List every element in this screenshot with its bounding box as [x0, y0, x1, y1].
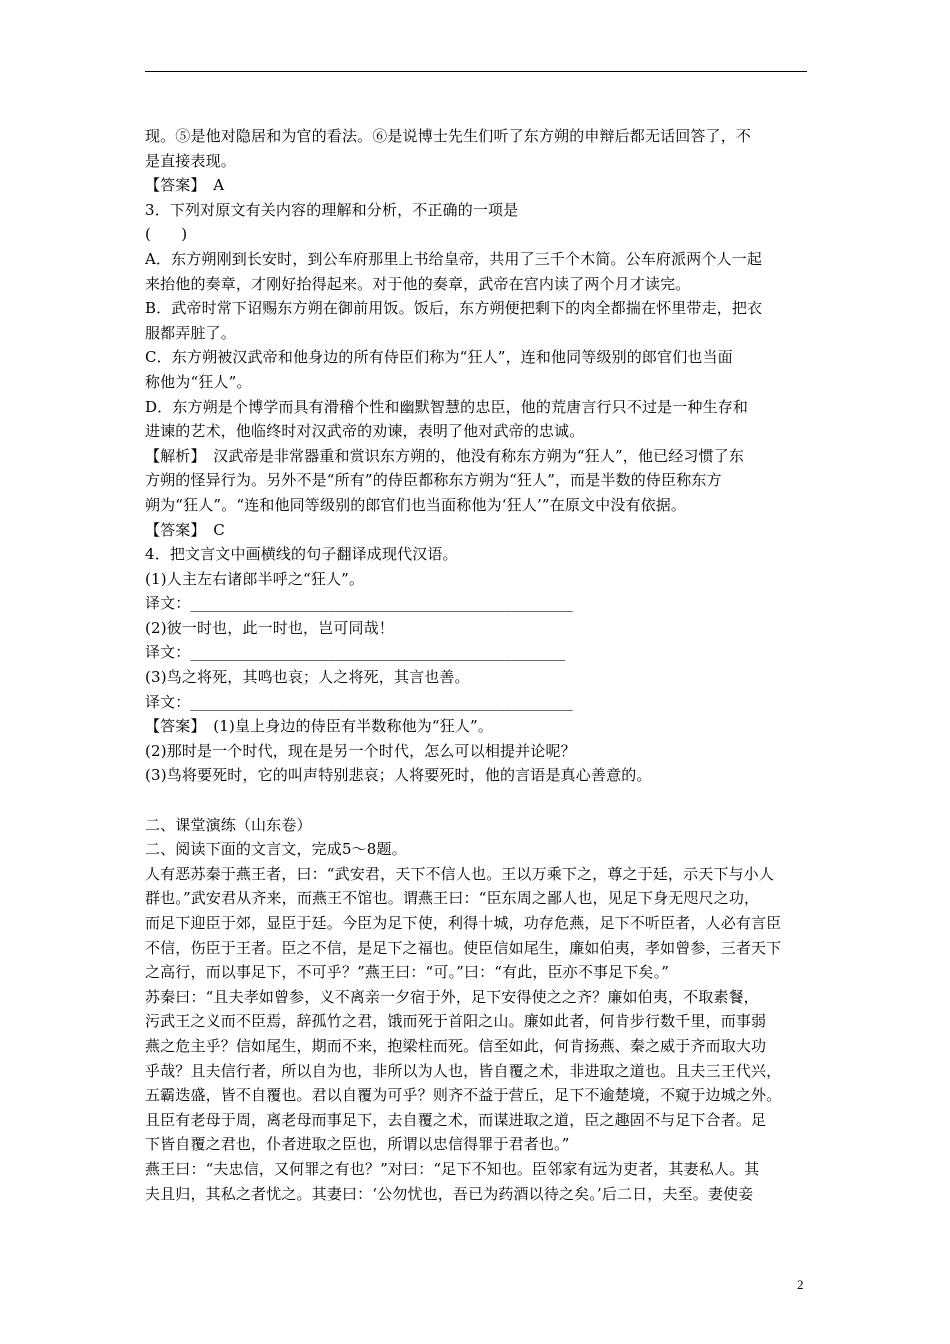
answer-line: (3)鸟将要死时，它的叫声特别悲哀；人将要死时，他的言语是真心善意的。: [145, 766, 652, 785]
passage-line: 苏秦曰：“且夫孝如曾参，义不离亲一夕宿于外，足下安得使之之齐？廉如伯夷，不取素餐，: [145, 987, 759, 1006]
option-line: 服都弄脏了。: [145, 323, 236, 342]
translation-blank: 译文：__________________________________________________: [145, 594, 573, 613]
question-line: 4．把文言文中画横线的句子翻译成现代汉语。: [145, 545, 458, 564]
passage-line: 群也。”武安君从齐来，而燕王不馆也。谓燕王曰：“臣东周之鄙人也，见足下身无咫尺之功，: [145, 889, 760, 908]
translation-blank: 译文：_________________________________________________: [145, 643, 566, 662]
passage-line: 不信，伤臣于王者。臣之不信，是足下之福也。使臣信如尾生，廉如伯夷，孝如曾参，三者天下: [145, 938, 782, 957]
header-rule: [145, 71, 807, 72]
passage-line: 五霸迭盛，皆不自覆也。君以自覆为可乎？则齐不益于营丘，足下不逾楚境，不窥于边城之外。: [145, 1086, 782, 1105]
option-line: A．东方朔刚到长安时，到公车府那里上书给皇帝，共用了三千个木简。公车府派两个人一起: [145, 249, 762, 268]
text-line: 现。⑤是他对隐居和为官的看法。⑥是说博士先生们听了东方朔的申辩后都无话回答了，不: [145, 127, 752, 145]
page-number: 2: [797, 1277, 804, 1292]
answer-line: 【答案】 C: [145, 520, 225, 539]
analysis-line: 方朔的怪异行为。另外不是“所有”的侍臣都称东方朔为“狂人”，而是半数的侍臣称东方: [145, 471, 722, 490]
passage-line: 下皆自覆之君也，仆者进取之臣也，所谓以忠信得罪于君者也。”: [145, 1135, 570, 1154]
blank-line: [145, 788, 809, 813]
option-line: C．东方朔被汉武帝和他身边的所有侍臣们称为“狂人”，连和他同等级别的郎官们也当面: [145, 348, 733, 367]
passage-line: 人有恶苏秦于燕王者，曰：“武安君，天下不信人也。王以万乘下之，尊之于廷，示天下与小人: [145, 864, 774, 883]
section-heading: 二、课堂演练（山东卷）: [145, 815, 312, 834]
analysis-line: 朔为“狂人”。“连和他同等级别的郎官们也当面称他为‘狂人’”在原文中没有依据。: [145, 495, 687, 514]
analysis-line: 【解析】 汉武帝是非常器重和赏识东方朔的，他没有称东方朔为“狂人”，他已经习惯了东: [145, 446, 744, 465]
sentence-line: (2)彼一时也，此一时也，岂可同哉！: [145, 618, 394, 637]
document-body: [145, 124, 809, 1206]
answer-line: 【答案】 A: [145, 176, 225, 195]
passage-line: 之高行，而以事足下，不可乎？”燕王曰：“可。”曰：“有此，臣亦不事足下矣。”: [145, 963, 670, 982]
option-line: 称他为“狂人”。: [145, 372, 252, 391]
answer-line: 【答案】 (1)皇上身边的侍臣有半数称他为“狂人”。: [145, 717, 493, 736]
passage-line: 燕王曰：“夫忠信，又何罪之有也？”对曰：“足下不知也。臣邻家有远为吏者，其妻私人。其: [145, 1159, 760, 1178]
sentence-line: (3)鸟之将死，其鸣也哀；人之将死，其言也善。: [145, 668, 470, 687]
question-line: 3．下列对原文有关内容的理解和分析，不正确的一项是: [145, 200, 519, 219]
option-line: D．东方朔是个博学而具有滑稽个性和幽默智慧的忠臣，他的荒唐言行只不过是一种生存和: [145, 397, 749, 416]
passage-line: 燕之危主乎？信如尾生，期而不来，抱梁柱而死。信至如此，何肯扬燕、秦之威于齐而取大功: [145, 1036, 767, 1055]
answer-blank: ( ): [145, 225, 188, 244]
text-line: 是直接表现。: [145, 151, 236, 170]
passage-line: 乎哉？且夫信行者，所以自为也，非所以为人也，皆自覆之术，非进取之道也。且夫三王代兴，: [145, 1061, 782, 1080]
translation-blank: 译文：__________________________________________________: [145, 692, 573, 711]
answer-line: (2)那时是一个时代，现在是另一个时代，怎么可以相提并论呢？: [145, 741, 576, 760]
passage-line: 夫且归，其私之者忧之。其妻曰：‘公勿忧也，吾已为药酒以待之矣。’后二日，夫至。妻使妾: [145, 1184, 754, 1203]
option-line: 来抬他的奏章，才刚好抬得起来。对于他的奏章，武帝在宫内读了两个月才读完。: [145, 274, 691, 293]
passage-line: 而足下迎臣于郊，显臣于廷。今臣为足下使，利得十城，功存危燕，足下不听臣者，人必有言臣: [145, 914, 782, 932]
option-line: B．武帝时常下诏赐东方朔在御前用饭。饭后，东方朔便把剩下的肉全都揣在怀里带走，把衣: [145, 299, 763, 318]
option-line: 进谏的艺术，他临终时对汉武帝的劝谏，表明了他对武帝的忠诚。: [145, 422, 585, 441]
section-heading: 二、阅读下面的文言文，完成5～8题。: [145, 840, 407, 859]
passage-line: 污武王之义而不臣焉，辞孤竹之君，饿而死于首阳之山。廉如此者，何肯步行数千里，而事弱: [145, 1012, 767, 1031]
passage-line: 且臣有老母于周，离老母而事足下，去自覆之术，而谋进取之道，臣之趣固不与足下合者。足: [145, 1110, 767, 1129]
sentence-line: (1)人主左右诸郎半呼之“狂人”。: [145, 569, 365, 588]
